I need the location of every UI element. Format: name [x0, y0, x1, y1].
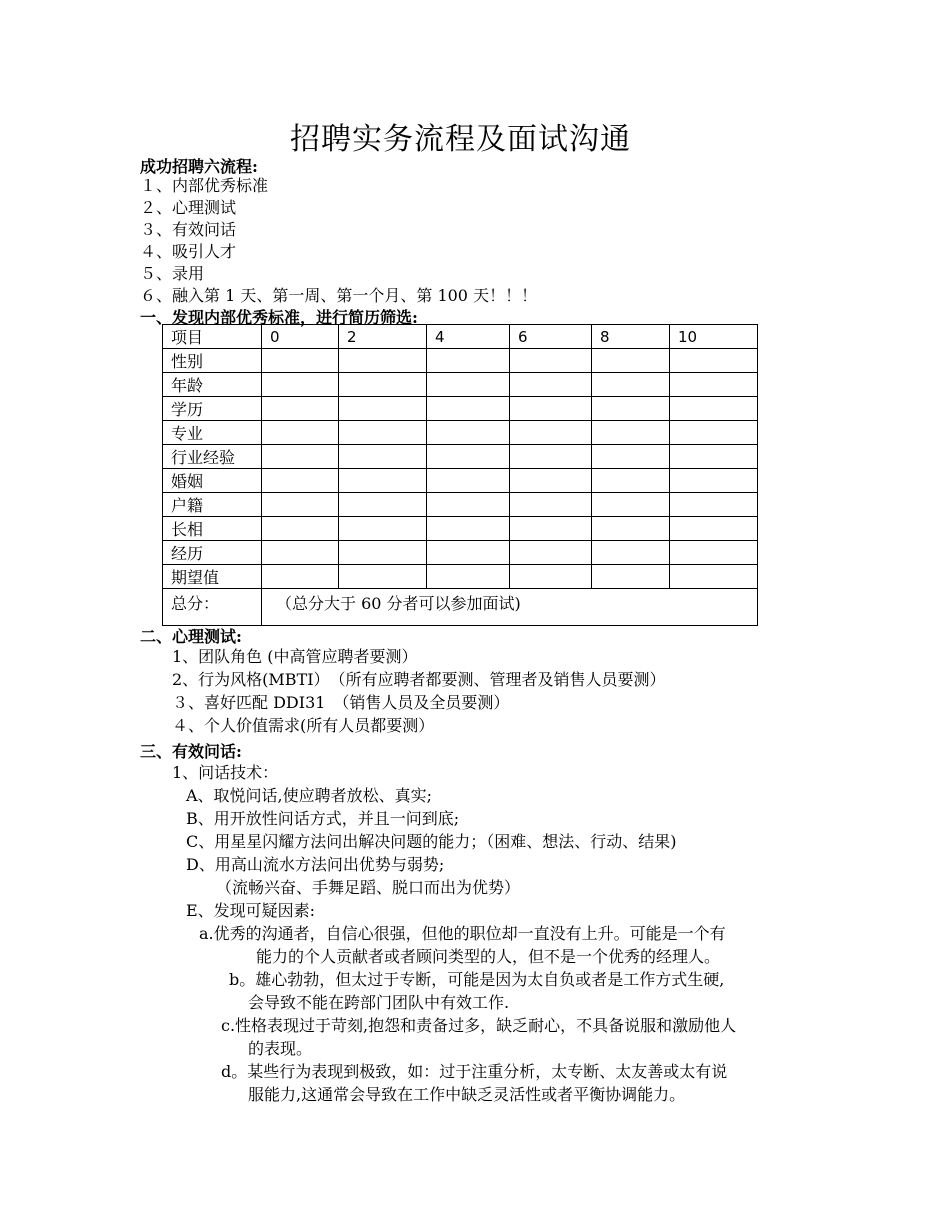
step-item: ２、心理测试	[140, 198, 237, 217]
test-item: 2、行为风格(MBTI） （所有应聘者都要测、管理者及销售人员要测）	[172, 670, 666, 689]
step-item: ４、吸引人才	[140, 242, 237, 261]
row-label: 学历	[163, 397, 262, 421]
row-label: 婚姻	[163, 469, 262, 493]
step-item: ３、有效问话	[140, 220, 237, 239]
suspicious-item-c: c.性格表现过于苛刻,抱怨和责备过多，缺乏耐心，不具备说服和激励他人	[221, 1016, 737, 1035]
table-row	[163, 517, 758, 541]
table-row	[163, 565, 758, 589]
technique-item: A、取悦问话,使应聘者放松、真实;	[186, 786, 433, 805]
technique-item: C、用星星闪耀方法问出解决问题的能力；（困难、想法、行动、结果)	[186, 832, 677, 851]
suspicious-item-c-cont: 的表现。	[248, 1039, 313, 1058]
total-note: （总分大于 60 分者可以参加面试)	[262, 589, 758, 626]
table-row	[163, 373, 758, 397]
table-header-cell: 4	[427, 325, 510, 349]
suspicious-item-d-cont: 服能力,这通常会导致在工作中缺乏灵活性或者平衡协调能力。	[248, 1085, 686, 1104]
row-label: 期望值	[163, 565, 262, 589]
suspicious-item-d: d。某些行为表现到极致，如：过于注重分析，太专断、太友善或太有说	[221, 1062, 728, 1081]
suspicious-item-a-cont: 能力的个人贡献者或者顾问类型的人，但不是一个优秀的经理人。	[256, 947, 721, 966]
test-item: ３、喜好匹配 DDI31 （销售人员及全员要测）	[172, 693, 510, 712]
table-header-cell: 2	[339, 325, 427, 349]
section3-heading: 三、有效问话:	[140, 742, 242, 761]
suspicious-item-b: b。雄心勃勃，但太过于专断，可能是因为太自负或者是工作方式生硬,	[229, 970, 725, 989]
step-item: ６、融入第 1 天、第一周、第一个月、第 100 天！！！	[140, 286, 538, 305]
row-label: 年龄	[163, 373, 262, 397]
table-header-row	[163, 325, 758, 349]
row-label: 户籍	[163, 493, 262, 517]
test-item: 1、团队角色 (中高管应聘者要测）	[172, 647, 418, 666]
step-item: １、内部优秀标准	[140, 176, 269, 195]
screening-table	[162, 324, 758, 626]
table-row	[163, 349, 758, 373]
technique-item: D、用高山流水方法问出优势与弱势;	[186, 855, 445, 874]
row-label: 性别	[163, 349, 262, 373]
table-header-cell: 项目	[163, 325, 262, 349]
table-row	[163, 397, 758, 421]
row-label: 经历	[163, 541, 262, 565]
document-title: 招聘实务流程及面试沟通	[290, 122, 631, 157]
technique-item: B、用开放性问话方式，并且一问到底;	[186, 809, 460, 828]
table-row	[163, 421, 758, 445]
table-row	[163, 469, 758, 493]
table-row	[163, 445, 758, 469]
steps-heading: 成功招聘六流程:	[140, 157, 258, 176]
suspicious-item-a: a.优秀的沟通者，自信心很强，但他的职位却一直没有上升。可能是一个有	[199, 924, 726, 943]
step-item: ５、录用	[140, 264, 205, 283]
section2-heading: 二、心理测试:	[140, 627, 242, 646]
row-label: 专业	[163, 421, 262, 445]
table-total-row	[163, 589, 758, 626]
test-item: ４、个人价值需求(所有人员都要测）	[172, 716, 435, 735]
table-header-cell: 6	[510, 325, 592, 349]
row-label: 行业经验	[163, 445, 262, 469]
technique-item: E、发现可疑因素:	[186, 901, 316, 920]
suspicious-item-b-cont: 会导致不能在跨部门团队中有效工作.	[248, 993, 510, 1012]
table-header-cell: 10	[670, 325, 758, 349]
section1-heading: 一、发现内部优秀标准，进行简历筛选:	[140, 308, 418, 327]
table-row	[163, 541, 758, 565]
row-label: 长相	[163, 517, 262, 541]
table-header-cell: 8	[592, 325, 670, 349]
technique-note: （流畅兴奋、手舞足蹈、脱口而出为优势）	[216, 878, 521, 897]
total-label: 总分：	[163, 589, 262, 626]
table-row	[163, 493, 758, 517]
table-header-cell: 0	[262, 325, 339, 349]
sub-heading: 1、问话技术：	[172, 763, 279, 782]
